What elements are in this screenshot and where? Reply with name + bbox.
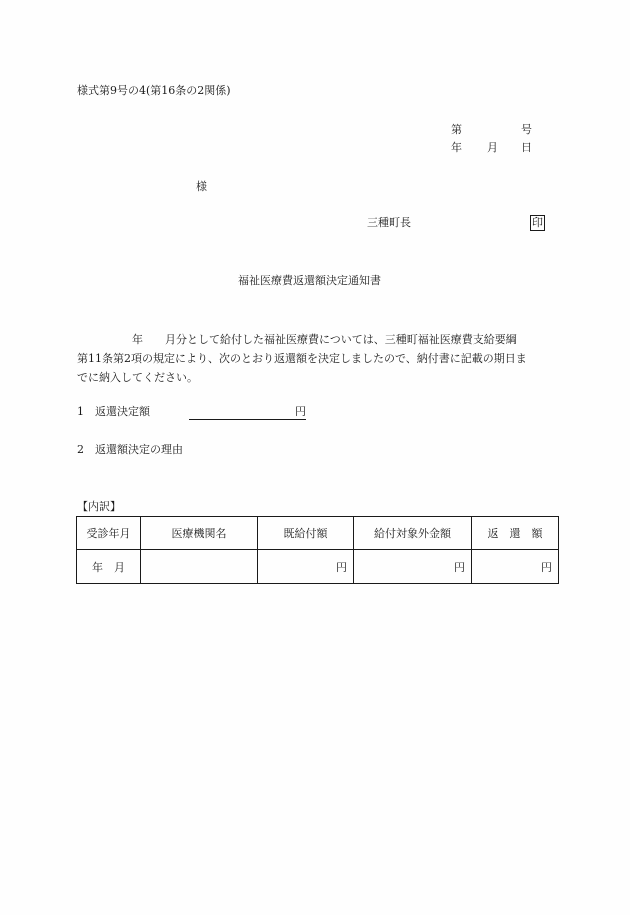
table-cell: 年 月	[77, 550, 141, 584]
table-cell: 円	[258, 550, 354, 584]
date-year-label: 年	[451, 141, 462, 154]
date-month-label: 月	[487, 141, 498, 154]
body-paragraph	[77, 330, 557, 387]
breakdown-table	[76, 516, 559, 584]
date-day-label: 日	[521, 141, 532, 154]
item1-amount-field: 円	[189, 405, 306, 420]
addressee-honorific: 様	[196, 180, 207, 193]
body-line-3: でに納入してください。	[77, 371, 198, 384]
seal-mark: 印	[532, 216, 543, 229]
breakdown-label: 【内訳】	[77, 500, 121, 513]
table-header-row	[77, 517, 559, 550]
column-header: 医療機関名	[141, 517, 258, 550]
table-cell: 円	[472, 550, 559, 584]
column-header: 既給付額	[258, 517, 354, 550]
column-header: 給付対象外金額	[354, 517, 472, 550]
sender-title: 三種町長	[367, 216, 411, 229]
table-cell	[141, 550, 258, 584]
document-title: 福祉医療費返還額決定通知書	[238, 274, 381, 287]
column-header: 受診年月	[77, 517, 141, 550]
item2-label: 2 返還額決定の理由	[77, 443, 183, 456]
table-cell: 円	[354, 550, 472, 584]
body-line-1: 年 月分として給付した福祉医療費については、三種町福祉医療費支給要綱	[77, 333, 517, 346]
document-number-suffix: 号	[521, 123, 532, 136]
form-number: 様式第9号の4(第16条の2関係)	[77, 84, 231, 97]
table-row	[77, 550, 559, 584]
column-header: 返 還 額	[472, 517, 559, 550]
document-number-prefix: 第	[451, 123, 462, 136]
item1-label: 1 返還決定額	[77, 405, 150, 418]
body-line-2: 第11条第2項の規定により、次のとおり返還額を決定しましたので、納付書に記載の期日ま	[77, 352, 527, 365]
